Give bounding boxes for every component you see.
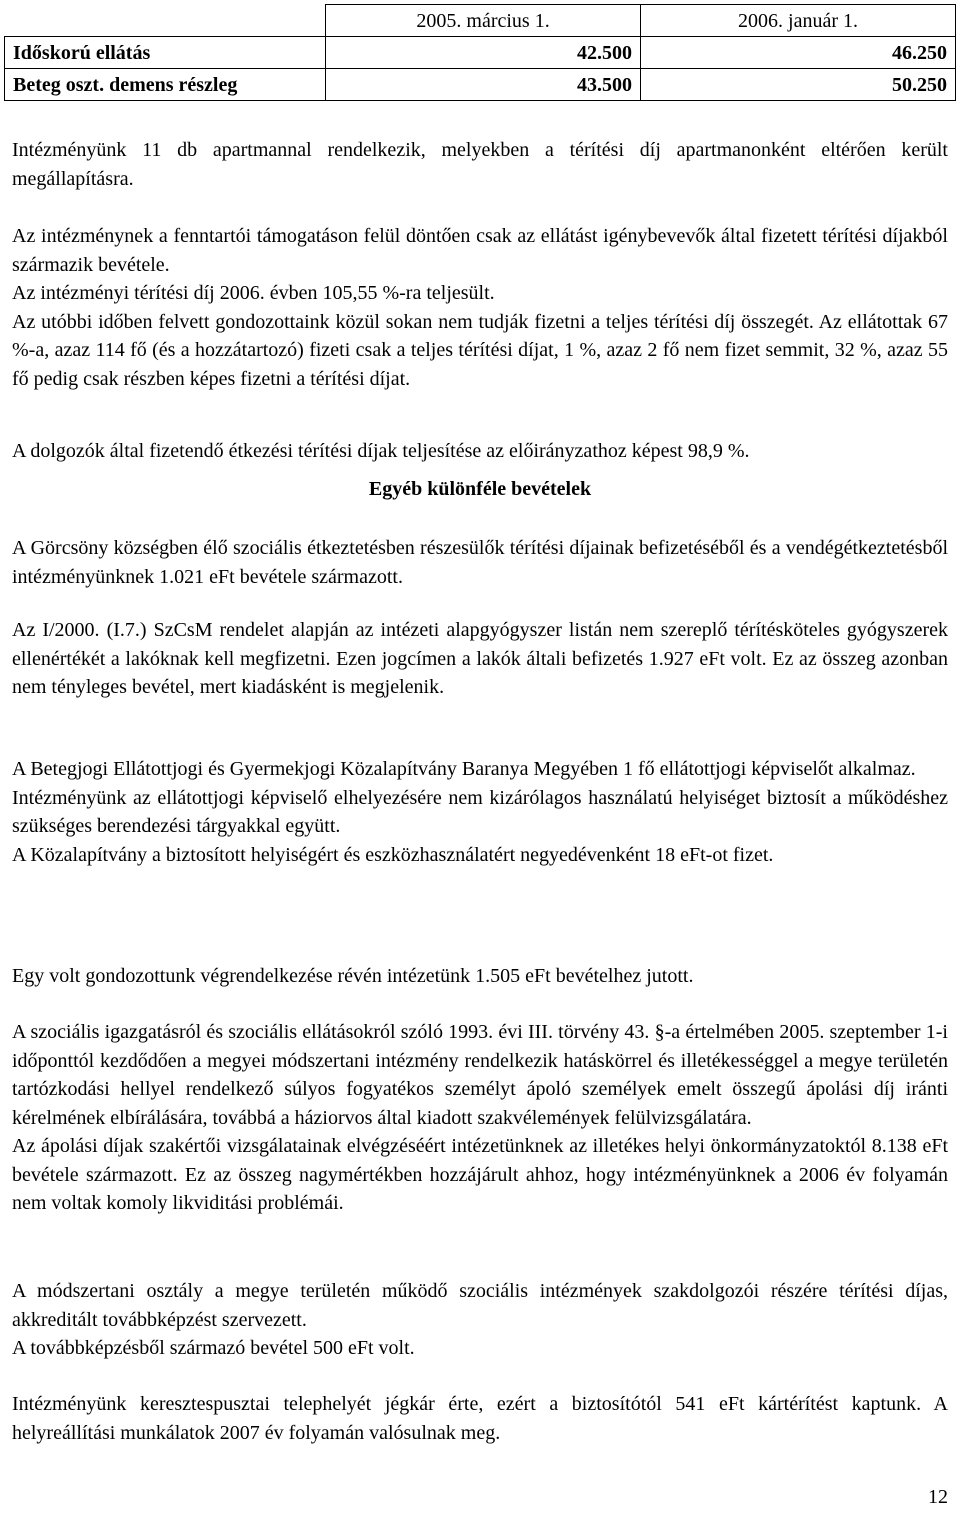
staff-meal-paragraph: [12, 437, 948, 466]
paragraph: Az ápolási díjak szakértői vizsgálatainak elvégzéséért intézetünknek az illetékes helyi önkormányzatoktól 8.138 eFt bevétele származott. Ez az összeg nagymértékben hozzájárult ahhoz, hogy intézményünknek a 2006 év folyamán nem voltak komoly likviditási problémái.: [12, 1135, 948, 1214]
section-heading: Egyéb különféle bevételek: [368, 478, 592, 500]
paragraph: Az I/2000. (I.7.) SzCsM rendelet alapján az intézeti alapgyógyszer listán nem szereplő térítésköteles gyógyszerek ellenértékét a lakóknak kell megfizetni. Ezen jogcímen a lakók általi befizetés 1.927 eFt volt. Ez az összeg azonban nem tényleges bevétel, mert kiadásként is megjelenik.: [12, 619, 948, 698]
catering-paragraph: [12, 534, 948, 591]
fee-table: [4, 4, 956, 101]
paragraph: A szociális igazgatásról és szociális ellátásokról szóló 1993. évi III. törvény 43. §-a értelmében 2005. szeptember 1-i időponttól kezdődően a megyei módszertani intézmény rendelkezik hatáskörrel és illetékességgel a megye területén tartózkodási hellyel rendelkező súlyos fogyatékos személyt ápoló személyek emelt összegű ápolási díj iránti kérelmének elbírálására, továbbá a háziorvos által kiadott szakvélemények felülvizsgálatára.: [12, 1021, 948, 1129]
paragraph: Intézményünk 11 db apartmannal rendelkezik, melyekben a térítési díj apartmanonként eltérően került megállapításra.: [12, 139, 948, 190]
paragraph: Az utóbbi időben felvett gondozottaink közül sokan nem tudják fizetni a teljes térítési díj összegét. Az ellátottak 67 %-a, azaz 114 fő (és a hozzátartozó) fizeti csak a teljes térítési díjat, 1 %, azaz 2 fő nem fizet semmit, 32 %, azaz 55 fő pedig csak részben képes fizetni a térítési díjat.: [12, 310, 948, 390]
paragraph: A módszertani osztály a megye területén működő szociális intézmények szakdolgozói részére térítési díjas, akkreditált továbbképzést szervezett.: [12, 1280, 948, 1331]
insurance-paragraph: [12, 1390, 948, 1447]
paragraph: Intézményünk az ellátottjogi képviselő elhelyezésére nem kizárólagos használatú helyiséget biztosít a működéshez szükséges berendezési tárgyakkal együtt.: [12, 786, 948, 837]
row-value-2005: 43.500: [326, 69, 641, 101]
table-row: [5, 69, 956, 101]
table-header-2006: 2006. január 1.: [641, 5, 956, 37]
medication-paragraph: [12, 616, 948, 702]
table-row: [5, 37, 956, 69]
table-header-row: [5, 5, 956, 37]
paragraph: A Görcsöny községben élő szociális étkeztetésben részesülők térítési díjainak befizetéséből és a vendégétkeztetésből intézményünknek 1.021 eFt bevétele származott.: [12, 537, 948, 588]
bequest-paragraph: [12, 962, 948, 991]
page-number: 12: [928, 1486, 948, 1508]
paragraph: Az intézménynek a fenntartói támogatáson felül döntően csak az ellátást igénybevevők által fizetett térítési díjakból származik bevétele.: [12, 225, 948, 276]
paragraph: A Közalapítvány a biztosított helyiségért és eszközhasználatért negyedévenként 18 eFt-ot fizet.: [12, 843, 774, 866]
paragraph: A Betegjogi Ellátottjogi és Gyermekjogi Közalapítvány Baranya Megyében 1 fő ellátottjogi képviselőt alkalmaz.: [12, 758, 916, 780]
paragraph: A továbbképzésből származó bevétel 500 eFt volt.: [12, 1337, 415, 1359]
apartment-paragraph: [12, 136, 948, 193]
fee-income-block: [12, 222, 948, 393]
training-block: [12, 1277, 948, 1363]
row-value-2005: 42.500: [326, 37, 641, 69]
table-header-2005: 2005. március 1.: [326, 5, 641, 37]
foundation-block: [12, 755, 948, 869]
paragraph: Intézményünk keresztespusztai telephelyét jégkár érte, ezért a biztosítótól 541 eFt kártérítést kaptunk. A helyreállítási munkálatok 2007 év folyamán valósulnak meg.: [12, 1393, 948, 1444]
table-header-empty: [5, 5, 326, 37]
paragraph: Az intézményi térítési díj 2006. évben 105,55 %-ra teljesült.: [12, 282, 495, 304]
row-label: Időskorú ellátás: [5, 37, 326, 69]
paragraph: A dolgozók által fizetendő étkezési térítési díjak teljesítése az előirányzathoz képest 98,9 %.: [12, 440, 750, 462]
row-value-2006: 46.250: [641, 37, 956, 69]
row-label: Beteg oszt. demens részleg: [5, 69, 326, 101]
row-value-2006: 50.250: [641, 69, 956, 101]
care-allowance-block: [12, 1018, 948, 1218]
paragraph: Egy volt gondozottunk végrendelkezése révén intézetünk 1.505 eFt bevételhez jutott.: [12, 965, 694, 987]
